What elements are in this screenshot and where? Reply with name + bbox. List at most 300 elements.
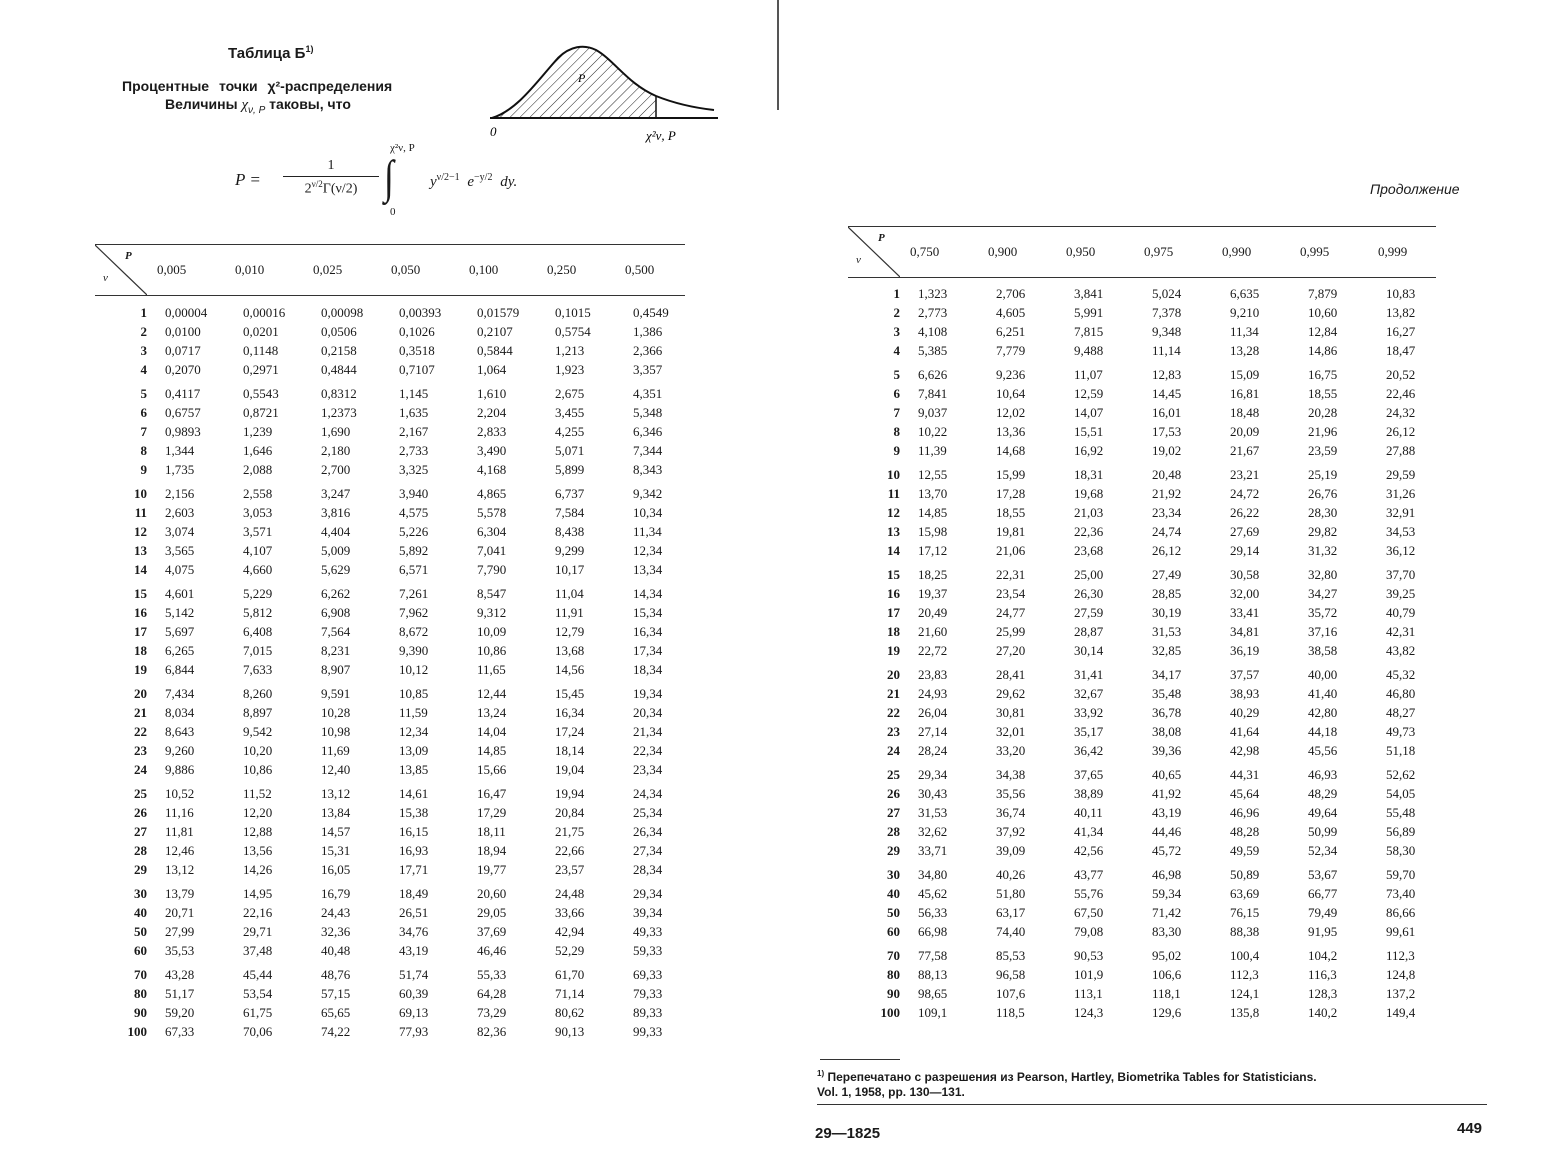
degrees-of-freedom: 50	[134, 924, 147, 939]
table-cell: 22,66	[555, 843, 585, 858]
degrees-of-freedom: 80	[887, 967, 900, 982]
table-cell: 34,76	[399, 924, 429, 939]
table-cell: 41,92	[1152, 786, 1182, 801]
degrees-of-freedom: 27	[134, 824, 147, 839]
table-cell: 40,48	[321, 943, 351, 958]
table-cell: 4,168	[477, 462, 507, 477]
table-cell: 52,62	[1386, 767, 1416, 782]
table-cell: 38,89	[1074, 786, 1104, 801]
table-cell: 7,378	[1152, 305, 1182, 320]
table-row	[95, 360, 701, 379]
table-cell: 4,351	[633, 386, 663, 401]
table-cell: 32,00	[1230, 586, 1260, 601]
column-header: 0,025	[313, 262, 343, 277]
table-cell: 8,260	[243, 686, 273, 701]
table-cell: 9,210	[1230, 305, 1260, 320]
table-cell: 10,64	[996, 386, 1026, 401]
table-cell: 27,88	[1386, 443, 1416, 458]
table-row	[848, 984, 1454, 1003]
table-cell: 55,48	[1386, 805, 1416, 820]
degrees-of-freedom: 8	[893, 424, 900, 439]
table-cell: 76,15	[1230, 905, 1260, 920]
table-cell: 79,08	[1074, 924, 1104, 939]
table-row	[848, 460, 1454, 484]
integral-sign: ∫	[384, 151, 394, 203]
table-cell: 83,30	[1152, 924, 1182, 939]
table-cell: 40,79	[1386, 605, 1416, 620]
table-cell: 61,70	[555, 967, 585, 982]
table-cell: 30,19	[1152, 605, 1182, 620]
integral-lower-limit: 0	[390, 206, 396, 218]
table-cell: 49,64	[1308, 805, 1338, 820]
table-cell: 3,816	[321, 505, 351, 520]
table-cell: 26,76	[1308, 486, 1338, 501]
table-cell: 12,44	[477, 686, 507, 701]
table-cell: 34,17	[1152, 667, 1182, 682]
table-cell: 10,60	[1308, 305, 1338, 320]
table-cell: 26,30	[1074, 586, 1104, 601]
table-cell: 5,071	[555, 443, 585, 458]
table-cell: 44,46	[1152, 824, 1182, 839]
table-cell: 7,041	[477, 543, 507, 558]
degrees-of-freedom: 17	[887, 605, 900, 620]
table-cell: 45,72	[1152, 843, 1182, 858]
table-row	[848, 522, 1454, 541]
continuation-label: Продолжение	[1370, 181, 1460, 197]
degrees-of-freedom: 23	[134, 743, 147, 758]
table-cell: 61,75	[243, 1005, 273, 1020]
table-cell: 4,601	[165, 586, 195, 601]
table-cell: 7,261	[399, 586, 429, 601]
table-cell: 2,706	[996, 286, 1026, 301]
degrees-of-freedom: 7	[140, 424, 147, 439]
table-cell: 21,60	[918, 624, 948, 639]
degrees-of-freedom: 10	[887, 467, 900, 482]
table-cell: 95,02	[1152, 948, 1182, 963]
table-cell: 88,38	[1230, 924, 1260, 939]
table-row	[95, 703, 701, 722]
table-cell: 13,56	[243, 843, 273, 858]
table-cell: 13,36	[996, 424, 1026, 439]
table-cell: 69,33	[633, 967, 663, 982]
table-cell: 0,5543	[243, 386, 279, 401]
degrees-of-freedom: 20	[887, 667, 900, 682]
degrees-of-freedom: 9	[140, 462, 147, 477]
header-p-label: P	[125, 250, 132, 262]
table-cell: 71,14	[555, 986, 585, 1001]
table-cell: 32,91	[1386, 505, 1416, 520]
table-cell: 14,61	[399, 786, 429, 801]
table-cell: 14,04	[477, 724, 507, 739]
table-cell: 7,790	[477, 562, 507, 577]
degrees-of-freedom: 16	[134, 605, 147, 620]
table-cell: 7,841	[918, 386, 948, 401]
table-row	[848, 941, 1454, 965]
table-row	[848, 484, 1454, 503]
table-cell: 27,20	[996, 643, 1026, 658]
table-cell: 1,064	[477, 362, 507, 377]
table-row	[95, 879, 701, 903]
table-cell: 23,83	[918, 667, 948, 682]
table-row	[95, 541, 701, 560]
table-cell: 34,80	[918, 867, 948, 882]
table-cell: 40,29	[1230, 705, 1260, 720]
table-cell: 113,1	[1074, 986, 1103, 1001]
table-cell: 18,94	[477, 843, 507, 858]
table-cell: 9,260	[165, 743, 195, 758]
table-row	[848, 741, 1454, 760]
degrees-of-freedom: 70	[134, 967, 147, 982]
table-row	[848, 784, 1454, 803]
table-cell: 4,605	[996, 305, 1026, 320]
table-cell: 0,4117	[165, 386, 201, 401]
table-cell: 63,69	[1230, 886, 1260, 901]
degrees-of-freedom: 3	[140, 343, 147, 358]
table-cell: 128,3	[1308, 986, 1338, 1001]
table-cell: 5,024	[1152, 286, 1182, 301]
table-cell: 13,82	[1386, 305, 1416, 320]
table-cell: 135,8	[1230, 1005, 1260, 1020]
table-cell: 0,9893	[165, 424, 201, 439]
table-cell: 43,77	[1074, 867, 1104, 882]
table-cell: 20,09	[1230, 424, 1260, 439]
table-cell: 14,26	[243, 862, 273, 877]
table-cell: 13,28	[1230, 343, 1260, 358]
table-cell: 10,09	[477, 624, 507, 639]
table-cell: 34,27	[1308, 586, 1338, 601]
probability-formula	[230, 140, 590, 230]
degrees-of-freedom: 40	[887, 886, 900, 901]
table-cell: 40,26	[996, 867, 1026, 882]
table-cell: 77,93	[399, 1024, 429, 1039]
table-cell: 112,3	[1386, 948, 1415, 963]
table-cell: 66,98	[918, 924, 948, 939]
table-cell: 56,89	[1386, 824, 1416, 839]
degrees-of-freedom: 4	[893, 343, 900, 358]
table-cell: 50,99	[1308, 824, 1338, 839]
table-cell: 5,009	[321, 543, 351, 558]
table-cell: 77,58	[918, 948, 948, 963]
table-cell: 21,92	[1152, 486, 1182, 501]
table-cell: 7,815	[1074, 324, 1104, 339]
table-row	[848, 684, 1454, 703]
table-cell: 23,57	[555, 862, 585, 877]
table-cell: 15,98	[918, 524, 948, 539]
table-cell: 15,09	[1230, 367, 1260, 382]
table-row	[848, 884, 1454, 903]
table-cell: 18,34	[633, 662, 663, 677]
table-cell: 11,39	[918, 443, 947, 458]
table-cell: 21,96	[1308, 424, 1338, 439]
integral-upper-limit: χ²ν, P	[390, 142, 415, 154]
table-cell: 14,34	[633, 586, 663, 601]
table-row	[95, 722, 701, 741]
table-cell: 19,37	[918, 586, 948, 601]
table-row	[95, 560, 701, 579]
table-row	[95, 841, 701, 860]
table-cell: 12,83	[1152, 367, 1182, 382]
table-cell: 45,62	[918, 886, 948, 901]
table-row	[848, 541, 1454, 560]
table-cell: 99,61	[1386, 924, 1416, 939]
table-row	[848, 641, 1454, 660]
table-cell: 7,564	[321, 624, 351, 639]
table-cell: 0,5844	[477, 343, 513, 358]
table-cell: 39,34	[633, 905, 663, 920]
table-cell: 18,49	[399, 886, 429, 901]
table-row	[848, 603, 1454, 622]
table-cell: 63,17	[996, 905, 1026, 920]
table-cell: 42,98	[1230, 743, 1260, 758]
table-cell: 4,108	[918, 324, 948, 339]
table-cell: 31,32	[1308, 543, 1338, 558]
table-cell: 19,04	[555, 762, 585, 777]
table-cell: 46,93	[1308, 767, 1338, 782]
table-cell: 15,38	[399, 805, 429, 820]
table-cell: 149,4	[1386, 1005, 1416, 1020]
table-cell: 18,47	[1386, 343, 1416, 358]
degrees-of-freedom: 25	[134, 786, 147, 801]
table-cell: 19,77	[477, 862, 507, 877]
table-cell: 7,633	[243, 662, 273, 677]
table-cell: 5,629	[321, 562, 351, 577]
table-cell: 31,53	[1152, 624, 1182, 639]
table-cell: 2,180	[321, 443, 351, 458]
table-cell: 34,81	[1230, 624, 1260, 639]
table-cell: 14,85	[477, 743, 507, 758]
table-cell: 22,36	[1074, 524, 1104, 539]
table-cell: 28,87	[1074, 624, 1104, 639]
table-cell: 109,1	[918, 1005, 948, 1020]
table-cell: 0,3518	[399, 343, 435, 358]
table-row	[95, 522, 701, 541]
table-cell: 5,892	[399, 543, 429, 558]
table-cell: 29,05	[477, 905, 507, 920]
table-cell: 6,408	[243, 624, 273, 639]
degrees-of-freedom: 11	[887, 486, 900, 501]
table-row	[848, 584, 1454, 603]
column-header: 0,950	[1066, 244, 1096, 259]
table-cell: 7,584	[555, 505, 585, 520]
table-cell: 21,03	[1074, 505, 1104, 520]
degrees-of-freedom: 29	[134, 862, 147, 877]
table-cell: 21,67	[1230, 443, 1260, 458]
table-cell: 24,48	[555, 886, 585, 901]
table-cell: 29,14	[1230, 543, 1260, 558]
table-cell: 0,4844	[321, 362, 357, 377]
table-cell: 1,923	[555, 362, 585, 377]
table-cell: 0,2107	[477, 324, 513, 339]
degrees-of-freedom: 1	[140, 305, 147, 320]
table-cell: 22,46	[1386, 386, 1416, 401]
degrees-of-freedom: 2	[893, 305, 900, 320]
table-cell: 9,591	[321, 686, 351, 701]
table-cell: 27,69	[1230, 524, 1260, 539]
degrees-of-freedom: 9	[893, 443, 900, 458]
table-cell: 23,34	[633, 762, 663, 777]
table-cell: 21,06	[996, 543, 1026, 558]
degrees-of-freedom: 20	[134, 686, 147, 701]
table-cell: 74,40	[996, 924, 1026, 939]
table-cell: 57,15	[321, 986, 351, 1001]
table-cell: 116,3	[1308, 967, 1337, 982]
table-cell: 10,83	[1386, 286, 1416, 301]
table-cell: 0,00016	[243, 305, 286, 320]
table-cell: 10,20	[243, 743, 273, 758]
chi-square-table-left	[95, 303, 701, 1041]
table-row	[848, 341, 1454, 360]
table-cell: 9,299	[555, 543, 585, 558]
table-cell: 40,00	[1308, 667, 1338, 682]
table-cell: 16,01	[1152, 405, 1182, 420]
table-cell: 5,348	[633, 405, 663, 420]
table-cell: 9,312	[477, 605, 507, 620]
column-header: 0,005	[157, 262, 187, 277]
header-corner	[95, 245, 147, 295]
table-cell: 1,145	[399, 386, 429, 401]
table-cell: 0,00098	[321, 305, 364, 320]
table-cell: 0,4549	[633, 305, 669, 320]
table-cell: 11,69	[321, 743, 350, 758]
table-cell: 7,015	[243, 643, 273, 658]
table-row	[848, 303, 1454, 322]
table-cell: 140,2	[1308, 1005, 1338, 1020]
table-cell: 37,65	[1074, 767, 1104, 782]
formula-numerator: 1	[283, 158, 379, 177]
table-cell: 3,455	[555, 405, 585, 420]
table-cell: 16,75	[1308, 367, 1338, 382]
table-cell: 66,77	[1308, 886, 1338, 901]
degrees-of-freedom: 13	[134, 543, 147, 558]
table-cell: 10,98	[321, 724, 351, 739]
table-cell: 22,72	[918, 643, 948, 658]
table-cell: 45,64	[1230, 786, 1260, 801]
table-row	[848, 922, 1454, 941]
table-cell: 18,55	[1308, 386, 1338, 401]
table-cell: 13,12	[165, 862, 195, 877]
table-cell: 2,366	[633, 343, 663, 358]
table-cell: 10,85	[399, 686, 429, 701]
table-cell: 27,14	[918, 724, 948, 739]
table-cell: 8,672	[399, 624, 429, 639]
table-cell: 35,72	[1308, 605, 1338, 620]
table-cell: 9,886	[165, 762, 195, 777]
table-cell: 3,053	[243, 505, 273, 520]
table-cell: 28,34	[633, 862, 663, 877]
table-cell: 10,52	[165, 786, 195, 801]
table-cell: 5,899	[555, 462, 585, 477]
table-cell: 12,88	[243, 824, 273, 839]
table-cell: 45,56	[1308, 743, 1338, 758]
table-cell: 6,626	[918, 367, 948, 382]
column-header: 0,995	[1300, 244, 1330, 259]
table-row	[95, 941, 701, 960]
degrees-of-freedom: 22	[134, 724, 147, 739]
table-cell: 8,343	[633, 462, 663, 477]
table-cell: 0,5754	[555, 324, 591, 339]
table-row	[95, 403, 701, 422]
table-cell: 43,19	[399, 943, 429, 958]
table-cell: 34,53	[1386, 524, 1416, 539]
table-cell: 80,62	[555, 1005, 585, 1020]
table-cell: 70,06	[243, 1024, 273, 1039]
table-cell: 0,0100	[165, 324, 201, 339]
table-cell: 6,635	[1230, 286, 1260, 301]
table-cell: 51,18	[1386, 743, 1416, 758]
table-cell: 64,28	[477, 986, 507, 1001]
table-cell: 33,71	[918, 843, 948, 858]
table-cell: 14,95	[243, 886, 273, 901]
column-header: 0,250	[547, 262, 577, 277]
table-cell: 13,79	[165, 886, 195, 901]
table-cell: 22,34	[633, 743, 663, 758]
table-cell: 13,12	[321, 786, 351, 801]
table-cell: 3,565	[165, 543, 195, 558]
formula-integrand: $y^{\nu/2-1}$ $e^{-y/2}$ dy.	[430, 172, 518, 190]
degrees-of-freedom: 60	[134, 943, 147, 958]
column-header: 0,999	[1378, 244, 1408, 259]
table-cell: 0,2070	[165, 362, 201, 377]
table-cell: 88,13	[918, 967, 948, 982]
table-cell: 41,40	[1308, 686, 1338, 701]
table-cell: 13,24	[477, 705, 507, 720]
table-cell: 14,56	[555, 662, 585, 677]
degrees-of-freedom: 27	[887, 805, 900, 820]
table-cell: 20,71	[165, 905, 195, 920]
degrees-of-freedom: 14	[134, 562, 147, 577]
table-cell: 18,48	[1230, 405, 1260, 420]
table-row	[95, 822, 701, 841]
table-cell: 5,226	[399, 524, 429, 539]
table-row	[95, 679, 701, 703]
table-cell: 0,0506	[321, 324, 357, 339]
table-cell: 59,70	[1386, 867, 1416, 882]
table-cell: 27,34	[633, 843, 663, 858]
chi-square-table-right	[848, 284, 1454, 1022]
table-cell: 0,2971	[243, 362, 279, 377]
table-cell: 4,075	[165, 562, 195, 577]
table-cell: 29,34	[633, 886, 663, 901]
table-cell: 21,34	[633, 724, 663, 739]
table-cell: 37,48	[243, 943, 273, 958]
degrees-of-freedom: 1	[893, 286, 900, 301]
table-subtitle-2: Величины $\chi_{\nu, P}$ таковы, что	[165, 96, 351, 116]
degrees-of-freedom: 16	[887, 586, 900, 601]
table-cell: 14,85	[918, 505, 948, 520]
table-cell: 59,34	[1152, 886, 1182, 901]
table-title: Таблица $Б^{1)}$	[228, 44, 314, 62]
table-cell: 4,865	[477, 486, 507, 501]
degrees-of-freedom: 23	[887, 724, 900, 739]
table-cell: 33,41	[1230, 605, 1260, 620]
table-cell: 28,24	[918, 743, 948, 758]
table-cell: 41,64	[1230, 724, 1260, 739]
table-cell: 17,24	[555, 724, 585, 739]
table-cell: 22,31	[996, 567, 1026, 582]
table-cell: 15,99	[996, 467, 1026, 482]
table-row	[848, 903, 1454, 922]
degrees-of-freedom: 12	[134, 524, 147, 539]
table-row	[95, 741, 701, 760]
table-cell: 24,32	[1386, 405, 1416, 420]
table-row	[95, 579, 701, 603]
degrees-of-freedom: 4	[140, 362, 147, 377]
table-cell: 1,646	[243, 443, 273, 458]
table-cell: 56,33	[918, 905, 948, 920]
table-header	[848, 226, 1436, 278]
table-cell: 74,22	[321, 1024, 351, 1039]
table-cell: 25,34	[633, 805, 663, 820]
